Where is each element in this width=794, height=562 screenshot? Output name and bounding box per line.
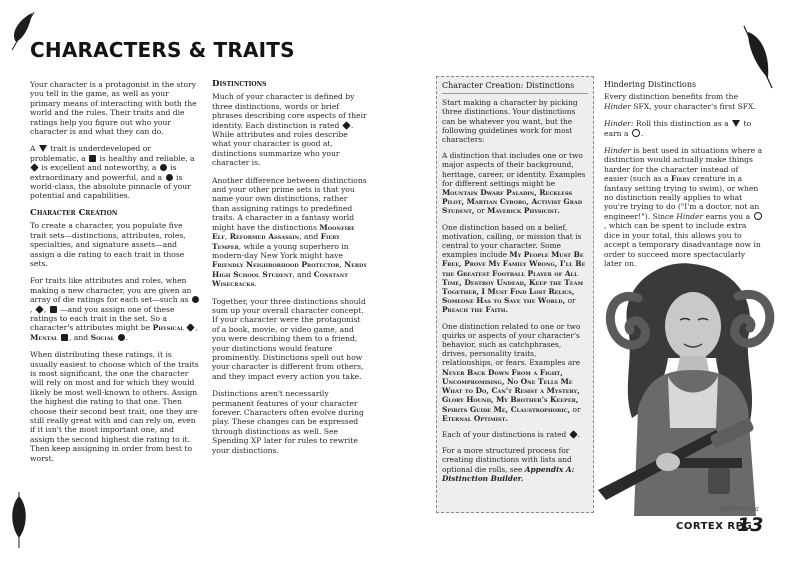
- d8-die-icon: [569, 430, 577, 438]
- distinctions-paragraph-1: Much of your character is defined by three distinctions, words or brief phrases describing core aspects of their identity. Each distinction is rated . While attributes and roles describe what your character is good at, distinctions summarize who your character is.: [212, 92, 367, 168]
- die-ratings-paragraph: A trait is underdeveloped or problematic, a is healthy and reliable, a is excellent and noteworthy, a is extraordinary and powerful, and a is world-class, the absolute pinnacle of your potential and capabilities.: [30, 144, 195, 201]
- d10-die-icon: [192, 296, 199, 303]
- distributing-ratings-paragraph: When distributing these ratings, it is usually easiest to choose which of the traits is most significant, the one the character will rely on most and for which they would likely be most well-known to others. Assign the highest die rating to that one. Then choose their second best trait, one they are still really great with and can rely on, even if it isn't the most important one, and assign the second highest die rating to it. Then keep assigning in order from best to worst.: [30, 350, 199, 463]
- feather-icon-bottom-left: [8, 490, 30, 550]
- d10-die-icon: [160, 164, 167, 171]
- column-hindering: [604, 80, 764, 276]
- d10-die-icon: [118, 334, 125, 341]
- character-illustration: [598, 258, 794, 516]
- d8-die-icon: [187, 324, 195, 332]
- character-creation-heading: Character Creation: [30, 207, 118, 218]
- page-title: CHARACTERS & TRAITS: [30, 38, 295, 62]
- distinctions-paragraph-3: Together, your three distinctions should sum up your overall character concept. If your character were the protagonist of a book, movie, or video game, and you were describing them to a friend, your distinctions would feature prominently. Distinctions spell out how your character is different from others, and they impact every action you take.: [212, 296, 366, 381]
- d8-die-icon: [30, 164, 38, 172]
- plot-point-icon: [754, 212, 762, 220]
- d12-die-icon: [166, 174, 173, 181]
- page-number: 13: [737, 514, 764, 536]
- sidebar-paragraph-6: For a more structured process for creating distinctions with lists and optional die rolls, see Appendix A: Distinction Builder.: [442, 446, 575, 483]
- column-distinctions: [212, 80, 367, 463]
- sidebar-paragraph-3: One distinction based on a belief, motivation, calling, or mission that is central to your character. Some examples include My People Must Be Free, Prove My Family Wrong, I'll Be the Greatest Football Player of All Time, Destroy Undead, Keep the Team Together, I Must Find Lost Relics, Someone Has to Save the World, or Preach the Faith.: [442, 222, 586, 315]
- hindering-paragraph-3: Hinder is best used in situations where a distinction would actually make things harder for the character instead of easier (such as a Fiery creature in a fantasy setting trying to swim), or when no distinction really applies to what you're trying to do ("I'm a doctor, not an engineer!"). Since Hinder earns you a , which can be spent to include extra dice in your total, this allows you to accept a temporary disadvantage now in order to succeed more spectacularly later on.: [604, 146, 763, 268]
- cortex-logo: CORTEX RPG: [676, 521, 753, 532]
- d6-die-icon: [61, 334, 68, 341]
- hindering-paragraph-1: Every distinction benefits from the Hinder SFX, your character's first SFX.: [604, 92, 756, 111]
- hinder-sfx-rule: Hinder: Roll this distinction as a to earn a .: [604, 119, 752, 138]
- d8-die-icon: [35, 305, 43, 313]
- appendix-link[interactable]: Appendix A: Distinction Builder.: [442, 464, 575, 483]
- sidebar-paragraph-5: Each of your distinctions is rated .: [442, 429, 580, 439]
- artist-signature: DeFerreira: [720, 505, 759, 513]
- intro-paragraph: Your character is a protagonist in the story you tell in the game, as well as your primary means of interacting with both the world and the rules. Their traits and die ratings help you figure out who your character is and what they can do.: [30, 80, 197, 137]
- sidebar-heading: Character Creation: Distinctions: [442, 81, 575, 90]
- d6-die-icon: [50, 306, 57, 313]
- character-creation-paragraph: To create a character, you populate five trait sets—distinctions, attributes, roles, specialties, and signature assets—and assign a die rating to each trait in those sets.: [30, 221, 186, 268]
- distinctions-heading: Distinctions: [212, 79, 267, 89]
- attributes-paragraph: For traits like attributes and roles, when making a new character, you are given an array of die ratings for each set—such as , , —and you assign one of these ratings to each trait in the set. So a character's attributes might be Physical , Mental , and Social .: [30, 276, 198, 342]
- distinctions-paragraph-2: Another difference between distinctions and your other prime sets is that you name your own distinctions, rather than assigning ratings to predefined traits. A character in a fantasy world might have the distinctions Moonfire Elf, Reformed Assassin, and Fiery Temper, while a young superhero in modern-day New York might have Friendly Neighborhood Protector, Nerdy High School Student, and Constant Wisecracks.: [212, 175, 367, 289]
- sidebar-paragraph-4: One distinction related to one or two quirks or aspects of your character's behavior, such as catchphrases, drives, personality traits, relationships, or fears. Examples are Never Back Down From a Fight, Uncompromising, No One Tells Me What to Do, Can't Resist a Mystery, Glory Hound, My Brother's Keeper, Spirits Guide Me, Claustrophobic, or Eternal Optimist.: [442, 321, 581, 423]
- sidebar-paragraph-2: A distinction that includes one or two major aspects of their background, heritage, career, or identity. Examples for different settings might be Mountain Dwarf Paladin, Reckless Pilot, Martian Cyborg, Activist Grad Student, or Maverick Physicist.: [442, 151, 586, 216]
- sidebar-divider: [442, 93, 588, 94]
- sidebar-character-creation: [436, 76, 594, 513]
- sidebar-paragraph-1: Start making a character by picking three distinctions. Your distinctions can be whatever you want, but the following guidelines work for most characters:: [442, 98, 578, 145]
- column-intro: [30, 80, 200, 471]
- distinctions-paragraph-4: Distinctions aren't necessarily permanent features of your character forever. Characters often evolve during play. These changes can be expressed through distinctions as well. See Spending XP later for rules to rewrite your distinctions.: [212, 389, 364, 455]
- hindering-heading: Hindering Distinctions: [604, 80, 697, 89]
- d4-die-icon: [732, 120, 740, 127]
- d4-die-icon: [39, 145, 47, 152]
- d6-die-icon: [89, 155, 96, 162]
- d8-die-icon: [342, 121, 350, 129]
- plot-point-icon: [632, 129, 640, 137]
